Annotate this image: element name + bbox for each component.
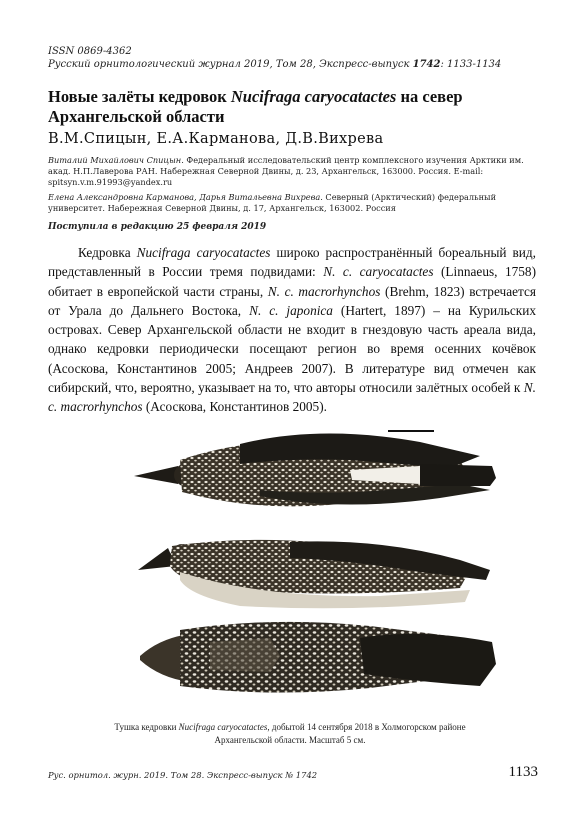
received-date: Поступила в редакцию 25 февраля 2019 bbox=[48, 222, 267, 232]
affiliation-1: Виталий Михайлович Спицын. Федеральный исследовательский центр комплексного изучения Арктики им. акад. Н.П.Лаверова РАН. Набережная Северной Двины, д. 23, Архангельск, 163000. Россия. E-mail: spitsyn.v.m.91993@yandex.ru bbox=[48, 155, 524, 187]
issn: ISSN 0869-4362 bbox=[48, 46, 132, 57]
body-paragraph: Кедровка Nucifraga caryocatactes широко распространённый бореальный вид, представленный в России тремя подвидами: N. c. caryocatactes (Linnaeus, 1758) обитает в европейской части страны, N. c. macrorhynchos (Brehm, 1823) встречается от Урала до Дальнего Востока, N. c. japonica (Hartert, 1897) – на Курильских островах. Север Архангельской области не входит в гнездовую часть ареала вида, однако кедровки периодически посещают регион во время осенних кочёвок (Асоскова, Константинов 2005; Андреев 2007). В литературе вид отмечен как сибирский, что, вероятно, указывает на то, что авторы относили залётных особей к N. c. macrorhynchos (Асоскова, Константинов 2005). bbox=[48, 245, 537, 415]
page-number: 1133 bbox=[508, 764, 538, 780]
figure-nutcracker-specimens bbox=[120, 420, 500, 710]
specimen-top bbox=[134, 433, 496, 506]
authors: В.М.Спицын, Е.А.Карманова, Д.В.Вихрева bbox=[48, 131, 384, 147]
issue-number: 1742 bbox=[412, 59, 441, 70]
specimen-bottom bbox=[140, 622, 496, 693]
figure-caption: Тушка кедровки Nucifraga caryocatactes, добытой 14 сентября 2018 в Холмогорском районе Архангельской области. Масштаб 5 см. bbox=[114, 722, 466, 745]
title-latin-name: Nucifraga caryocatactes bbox=[230, 87, 397, 106]
specimen-photos bbox=[120, 420, 500, 710]
caption-latin-name: Nucifraga caryocatactes bbox=[178, 722, 268, 732]
footer-journal: Рус. орнитол. журн. 2019. Том 28. Экспресс-выпуск № 1742 bbox=[48, 770, 318, 780]
affiliation-1-names: Виталий Михайлович Спицын bbox=[48, 155, 182, 165]
journal-citation: Русский орнитологический журнал 2019, Том 28, Экспресс-выпуск 1742: 1133-1134 bbox=[48, 59, 502, 70]
affiliation-2-names: Елена Александровна Карманова, Дарья Витальевна Вихрева bbox=[48, 192, 321, 202]
article-title: Новые залёты кедровок Nucifraga caryocatactes на север Архангельской области bbox=[48, 87, 463, 126]
specimen-middle bbox=[138, 540, 490, 608]
scale-bar bbox=[388, 430, 434, 432]
body-text bbox=[48, 243, 536, 417]
affiliation-2: Елена Александровна Карманова, Дарья Витальевна Вихрева. Северный (Арктический) федеральный университет. Набережная Северной Двины, д. 17, Архангельск, 163002. Россия bbox=[48, 192, 497, 213]
